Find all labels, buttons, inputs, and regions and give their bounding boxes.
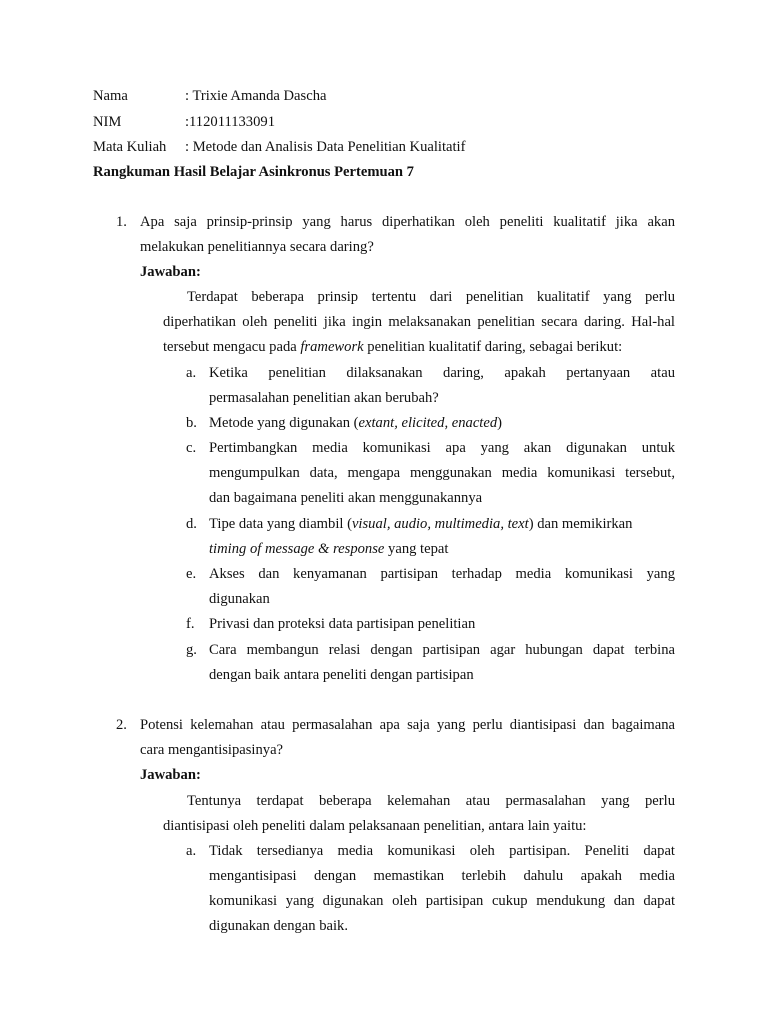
item-d-types: visual, audio, multimedia, text	[351, 516, 529, 532]
q2-item-a-marker: a.	[186, 843, 197, 859]
question-1-number: 1.	[116, 214, 127, 230]
item-f-marker: f.	[186, 616, 195, 632]
item-g-line-1: Cara membangun relasi dengan partisipan agar hubungan dapat terbina	[209, 642, 675, 658]
item-a-marker: a.	[186, 365, 197, 381]
item-a-line-2: permasalahan penelitian akan berubah?	[209, 390, 439, 406]
answer-1-intro-line-3	[163, 338, 622, 356]
answer-1-intro-line-1: Terdapat beberapa prinsip tertentu dari penelitian kualitatif yang perlu	[187, 289, 675, 305]
q2-item-a-line-1: Tidak tersedianya media komunikasi oleh partisipan. Peneliti dapat	[209, 843, 675, 859]
question-2-text-line-1: Potensi kelemahan atau permasalahan apa saja yang perlu diantisipasi dan bagaimana	[140, 717, 675, 733]
item-b-methods: extant, elicited, enacted	[358, 415, 498, 431]
item-d-line-1	[209, 515, 675, 533]
nim-value: :112011133091	[185, 114, 275, 130]
mata-kuliah-label: Mata Kuliah	[93, 139, 167, 155]
item-e-line-1: Akses dan kenyamanan partisipan terhadap media komunikasi yang	[209, 566, 675, 582]
document-title: Rangkuman Hasil Belajar Asinkronus Pertemuan 7	[93, 164, 414, 180]
item-d-pre: Tipe data yang diambil (	[209, 516, 352, 532]
question-1-text-line-2: melakukan penelitiannya secara daring?	[140, 239, 374, 255]
item-b-marker: b.	[186, 415, 197, 431]
q2-item-a-line-2: mengantisipasi dengan memastikan terlebih dahulu apakah media	[209, 868, 675, 884]
q2-item-a-line-4: digunakan dengan baik.	[209, 918, 349, 934]
answer-2-intro-line-1: Tentunya terdapat beberapa kelemahan atau permasalahan yang perlu	[187, 793, 675, 809]
answer-2-intro-line-2: diantisipasi oleh peneliti dalam pelaksanaan penelitian, antara lain yaitu:	[163, 818, 587, 834]
question-2-answer-label: Jawaban:	[140, 767, 201, 783]
question-2-number: 2.	[116, 717, 127, 733]
item-c-marker: c.	[186, 440, 197, 456]
item-d-timing: timing of message & response	[209, 541, 385, 557]
item-d-marker: d.	[186, 516, 197, 532]
question-1-text-line-1: Apa saja prinsip-prinsip yang harus diperhatikan oleh peneliti kualitatif jika akan	[140, 214, 675, 230]
answer-1-intro-line-3-post: penelitian kualitatif daring, sebagai berikut:	[363, 339, 623, 355]
item-c-line-2: mengumpulkan data, mengapa menggunakan media komunikasi tersebut,	[209, 465, 675, 481]
item-d-post: ) dan memikirkan	[528, 516, 633, 532]
answer-1-intro-line-2: diperhatikan oleh peneliti jika ingin melaksanakan penelitian secara daring. Hal-hal	[163, 314, 675, 330]
item-b-line-1	[209, 414, 502, 432]
item-e-line-2: digunakan	[209, 591, 270, 607]
question-2-text-line-2: cara mengantisipasinya?	[140, 742, 284, 758]
nama-value: : Trixie Amanda Dascha	[185, 88, 327, 104]
item-d-line-2	[209, 540, 448, 558]
item-g-marker: g.	[186, 642, 197, 658]
mata-kuliah-value: : Metode dan Analisis Data Penelitian Kualitatif	[185, 139, 466, 155]
item-d-pre-group	[209, 515, 632, 533]
item-b-pre: Metode yang digunakan (	[209, 415, 359, 431]
item-e-marker: e.	[186, 566, 197, 582]
item-g-line-2: dengan baik antara peneliti dengan partisipan	[209, 667, 474, 683]
item-f-line-1: Privasi dan proteksi data partisipan penelitian	[209, 616, 476, 632]
item-d-line-2-post: yang tepat	[384, 541, 449, 557]
framework-term: framework	[300, 339, 364, 355]
nama-label: Nama	[93, 88, 128, 104]
item-b-post: )	[497, 415, 502, 431]
answer-1-intro-line-3-pre: tersebut mengacu pada	[163, 339, 301, 355]
question-1-answer-label: Jawaban:	[140, 264, 201, 280]
item-c-line-1: Pertimbangkan media komunikasi apa yang akan digunakan untuk	[209, 440, 675, 456]
nim-label: NIM	[93, 114, 122, 130]
item-c-line-3: dan bagaimana peneliti akan menggunakannya	[209, 490, 483, 506]
q2-item-a-line-3: komunikasi yang digunakan oleh partisipan cukup mendukung dan dapat	[209, 893, 675, 909]
item-a-line-1: Ketika penelitian dilaksanakan daring, apakah pertanyaan atau	[209, 365, 675, 381]
